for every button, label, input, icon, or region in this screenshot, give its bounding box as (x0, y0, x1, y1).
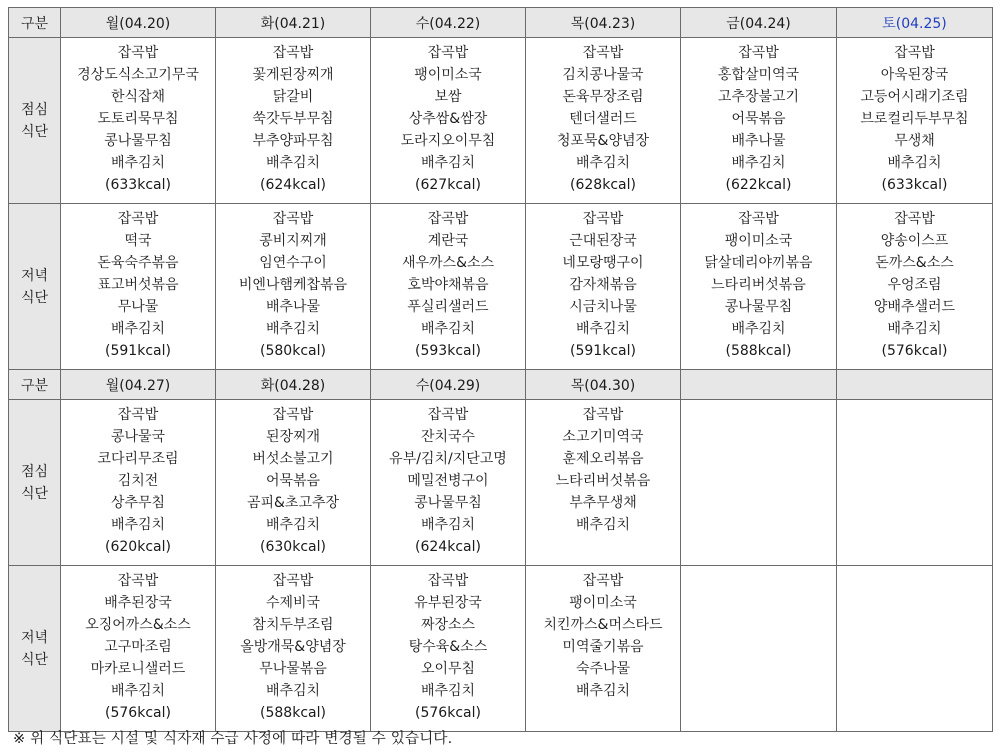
menu-item: 근대된장국 (569, 233, 637, 249)
calorie-value: (627kcal) (415, 177, 481, 193)
menu-item: 배추김치 (575, 683, 631, 699)
row-label-line: 저녁 (20, 267, 49, 284)
calorie-value: (576kcal) (881, 343, 948, 359)
menu-item: 고등어시래기조림 (860, 89, 969, 105)
dinner-row (9, 204, 993, 370)
menu-item: 무나물볶음 (259, 661, 327, 677)
menu-item: 배추김치 (420, 321, 476, 337)
menu-item: 청포묵&양념장 (556, 133, 650, 149)
menu-item: 부추양파무침 (252, 133, 334, 149)
menu-item: 호박야채볶음 (407, 277, 489, 293)
menu-item: 된장찌개 (265, 429, 321, 445)
menu-item: 무생채 (894, 133, 935, 149)
menu-item: 어묵볶음 (731, 111, 786, 127)
menu-item: 잡곡밥 (272, 573, 314, 589)
menu-item: 배추김치 (420, 683, 476, 699)
calorie-value: (622kcal) (725, 177, 792, 193)
dinner-row (9, 566, 993, 732)
menu-cell (216, 38, 371, 204)
menu-item: 배추김치 (575, 517, 631, 533)
menu-cell (216, 566, 371, 732)
menu-item: 꽃게된장찌개 (252, 67, 334, 83)
menu-cell (371, 204, 526, 370)
menu-item: 콩나물무침 (414, 495, 482, 511)
calorie-value: (588kcal) (260, 705, 326, 721)
menu-item: 감자채볶음 (569, 277, 637, 293)
menu-item: 잡곡밥 (582, 573, 624, 589)
menu-item: 배추김치 (110, 517, 166, 533)
calorie-value: (576kcal) (415, 705, 481, 721)
menu-item: 배추나물 (731, 133, 786, 149)
menu-item: 느타리버섯볶음 (711, 277, 806, 293)
menu-item: 배추김치 (887, 321, 942, 337)
calorie-value: (588kcal) (725, 343, 792, 359)
menu-item: 팽이미소국 (414, 67, 482, 83)
calorie-value: (633kcal) (105, 177, 171, 193)
menu-cell (61, 38, 216, 204)
menu-item: 고추장불고기 (717, 89, 800, 105)
menu-item: 무나물 (117, 299, 159, 315)
menu-item: 배추김치 (575, 321, 631, 337)
menu-item: 배추김치 (110, 321, 166, 337)
day-header: 수(04.22) (371, 8, 526, 38)
calorie-value: (628kcal) (570, 177, 636, 193)
menu-item: 오이무침 (420, 661, 476, 677)
menu-item: 팽이미소국 (569, 595, 637, 611)
menu-item: 잡곡밥 (427, 211, 469, 227)
menu-item: 상추무침 (110, 495, 166, 511)
calorie-value: (624kcal) (260, 177, 326, 193)
calorie-value: (620kcal) (105, 539, 171, 555)
day-header: 화(04.28) (216, 370, 371, 400)
menu-item: 고구마조림 (104, 639, 172, 655)
menu-cell (526, 204, 681, 370)
menu-item: 잡곡밥 (272, 211, 314, 227)
calorie-value: (630kcal) (260, 539, 326, 555)
meal-schedule-table (8, 7, 993, 732)
calorie-value: (580kcal) (260, 343, 326, 359)
menu-item: 숙주나물 (575, 661, 631, 677)
day-header: 월(04.27) (61, 370, 216, 400)
menu-item: 짜장소스 (420, 617, 476, 633)
menu-item: 배추된장국 (104, 595, 172, 611)
menu-item: 보쌈 (434, 89, 462, 105)
menu-item: 상추쌈&쌈장 (408, 111, 488, 127)
menu-item: 표고버섯볶음 (97, 277, 179, 293)
lunch-label (9, 38, 61, 204)
menu-cell (526, 400, 681, 566)
row-label-line: 식단 (20, 485, 49, 502)
menu-cell (837, 38, 993, 204)
menu-item: 수제비국 (265, 595, 321, 611)
menu-item: 치킨까스&머스타드 (543, 617, 663, 633)
menu-item: 소고기미역국 (562, 429, 644, 445)
menu-item: 김치전 (117, 473, 159, 489)
menu-item: 배추김치 (265, 517, 321, 533)
menu-item: 참치두부조림 (252, 617, 334, 633)
menu-item: 브로컬리두부무침 (860, 111, 969, 127)
calorie-value: (591kcal) (105, 343, 171, 359)
menu-item: 콩나물국 (110, 429, 166, 445)
menu-item: 잡곡밥 (738, 211, 779, 227)
row-label-line: 점심 (20, 463, 49, 480)
menu-item: 콩나물무침 (104, 133, 172, 149)
menu-item: 한식잡채 (110, 89, 166, 105)
menu-item: 잡곡밥 (272, 407, 314, 423)
menu-item: 돈육숙주볶음 (97, 255, 179, 271)
menu-item: 배추김치 (731, 155, 786, 171)
menu-item: 푸실리샐러드 (407, 299, 489, 315)
menu-item: 배추김치 (265, 321, 321, 337)
menu-item: 잔치국수 (420, 429, 476, 445)
dinner-label (9, 204, 61, 370)
menu-cell (681, 38, 837, 204)
menu-item: 양배추샐러드 (873, 299, 956, 315)
menu-item: 경상도식소고기무국 (77, 67, 199, 83)
menu-item: 훈제오리볶음 (562, 451, 644, 467)
calorie-value: (633kcal) (881, 177, 948, 193)
menu-cell (681, 566, 837, 732)
menu-item: 잡곡밥 (582, 407, 624, 423)
header-row (9, 8, 993, 38)
menu-item: 탕수육&소스 (408, 639, 488, 655)
menu-cell (837, 400, 993, 566)
day-header (681, 370, 837, 400)
lunch-row (9, 38, 993, 204)
menu-item: 잡곡밥 (117, 211, 159, 227)
menu-item: 코다리무조림 (97, 451, 179, 467)
menu-cell (837, 566, 993, 732)
menu-item: 시금치나물 (569, 299, 637, 315)
menu-cell (61, 400, 216, 566)
menu-item: 배추김치 (110, 683, 166, 699)
menu-item: 잡곡밥 (272, 45, 314, 61)
menu-cell (526, 38, 681, 204)
menu-item: 잡곡밥 (117, 573, 159, 589)
menu-cell (681, 204, 837, 370)
menu-cell (371, 566, 526, 732)
day-header: 목(04.30) (526, 370, 681, 400)
row-label-line: 저녁 (20, 629, 49, 646)
menu-item: 쑥갓두부무침 (252, 111, 334, 127)
col-header-label: 구분 (9, 370, 61, 400)
menu-item: 잡곡밥 (894, 211, 935, 227)
menu-item: 부추무생채 (569, 495, 637, 511)
calorie-value: (593kcal) (415, 343, 481, 359)
menu-item: 떡국 (124, 233, 152, 249)
menu-item: 배추김치 (110, 155, 166, 171)
menu-item: 유부/김치/지단고명 (389, 451, 507, 467)
menu-item: 김치콩나물국 (562, 67, 644, 83)
dinner-label (9, 566, 61, 732)
row-label-line: 식단 (20, 651, 49, 668)
menu-item: 올방개묵&양념장 (240, 639, 346, 655)
menu-item: 미역줄기볶음 (562, 639, 644, 655)
menu-item: 느타리버섯볶음 (555, 473, 651, 489)
lunch-row (9, 400, 993, 566)
menu-item: 배추김치 (420, 155, 476, 171)
menu-item: 팽이미소국 (724, 233, 793, 249)
menu-item: 배추김치 (265, 155, 321, 171)
menu-item: 돈까스&소스 (875, 255, 954, 271)
row-label-line: 식단 (20, 123, 49, 140)
menu-item: 임연수구이 (259, 255, 327, 271)
menu-item: 잡곡밥 (582, 211, 624, 227)
menu-item: 버섯소불고기 (252, 451, 334, 467)
day-header: 금(04.24) (681, 8, 837, 38)
menu-item: 비엔나햄케찹볶음 (238, 277, 348, 293)
menu-item: 돈육무장조림 (562, 89, 644, 105)
row-label-line: 점심 (20, 101, 49, 118)
menu-item: 곰피&초고추장 (246, 495, 340, 511)
menu-item: 아욱된장국 (880, 67, 949, 83)
menu-item: 배추김치 (731, 321, 786, 337)
menu-item: 닭살데리야끼볶음 (704, 255, 813, 271)
menu-item: 도라지오이무침 (400, 133, 496, 149)
menu-item: 마카로니샐러드 (90, 661, 186, 677)
menu-cell (681, 400, 837, 566)
day-header: 화(04.21) (216, 8, 371, 38)
menu-cell (61, 204, 216, 370)
menu-item: 우엉조림 (887, 277, 942, 293)
day-header: 월(04.20) (61, 8, 216, 38)
menu-item: 배추나물 (265, 299, 321, 315)
calorie-value: (624kcal) (415, 539, 481, 555)
menu-item: 어묵볶음 (265, 473, 321, 489)
menu-cell (61, 566, 216, 732)
col-header-label: 구분 (9, 8, 61, 38)
menu-item: 배추김치 (887, 155, 942, 171)
menu-cell (526, 566, 681, 732)
lunch-label (9, 400, 61, 566)
menu-item: 잡곡밥 (117, 407, 159, 423)
day-header: 토(04.25) (837, 8, 993, 38)
menu-cell (371, 38, 526, 204)
menu-item: 홍합살미역국 (717, 67, 800, 83)
footnote: ※ 위 식단표는 시설 및 식자재 수급 사정에 따라 변경될 수 있습니다. (13, 731, 453, 747)
menu-item: 잡곡밥 (117, 45, 159, 61)
menu-item: 잡곡밥 (894, 45, 935, 61)
menu-item: 네모랑땡구이 (562, 255, 644, 271)
menu-item: 배추김치 (265, 683, 321, 699)
day-header: 목(04.23) (526, 8, 681, 38)
menu-item: 콩비지찌개 (259, 233, 327, 249)
menu-item: 메밀전병구이 (407, 473, 489, 489)
menu-item: 오징어까스&소스 (85, 617, 191, 633)
menu-item: 도토리묵무침 (97, 111, 179, 127)
menu-item: 텐더샐러드 (569, 111, 637, 127)
header-row (9, 370, 993, 400)
menu-item: 닭갈비 (272, 89, 314, 105)
menu-item: 배추김치 (420, 517, 476, 533)
menu-item: 잡곡밥 (427, 573, 469, 589)
calorie-value: (576kcal) (105, 705, 171, 721)
menu-item: 잡곡밥 (427, 45, 469, 61)
day-header: 수(04.29) (371, 370, 526, 400)
menu-item: 계란국 (427, 233, 469, 249)
menu-cell (216, 400, 371, 566)
menu-item: 콩나물무침 (724, 299, 793, 315)
menu-cell (216, 204, 371, 370)
menu-item: 배추김치 (575, 155, 631, 171)
day-header (837, 370, 993, 400)
menu-cell (837, 204, 993, 370)
menu-item: 잡곡밥 (738, 45, 779, 61)
menu-cell (371, 400, 526, 566)
menu-item: 잡곡밥 (582, 45, 624, 61)
menu-item: 양송이스프 (880, 233, 949, 249)
menu-item: 잡곡밥 (427, 407, 469, 423)
menu-item: 새우까스&소스 (401, 255, 495, 271)
menu-item: 유부된장국 (414, 595, 482, 611)
calorie-value: (591kcal) (570, 343, 636, 359)
row-label-line: 식단 (20, 289, 49, 306)
